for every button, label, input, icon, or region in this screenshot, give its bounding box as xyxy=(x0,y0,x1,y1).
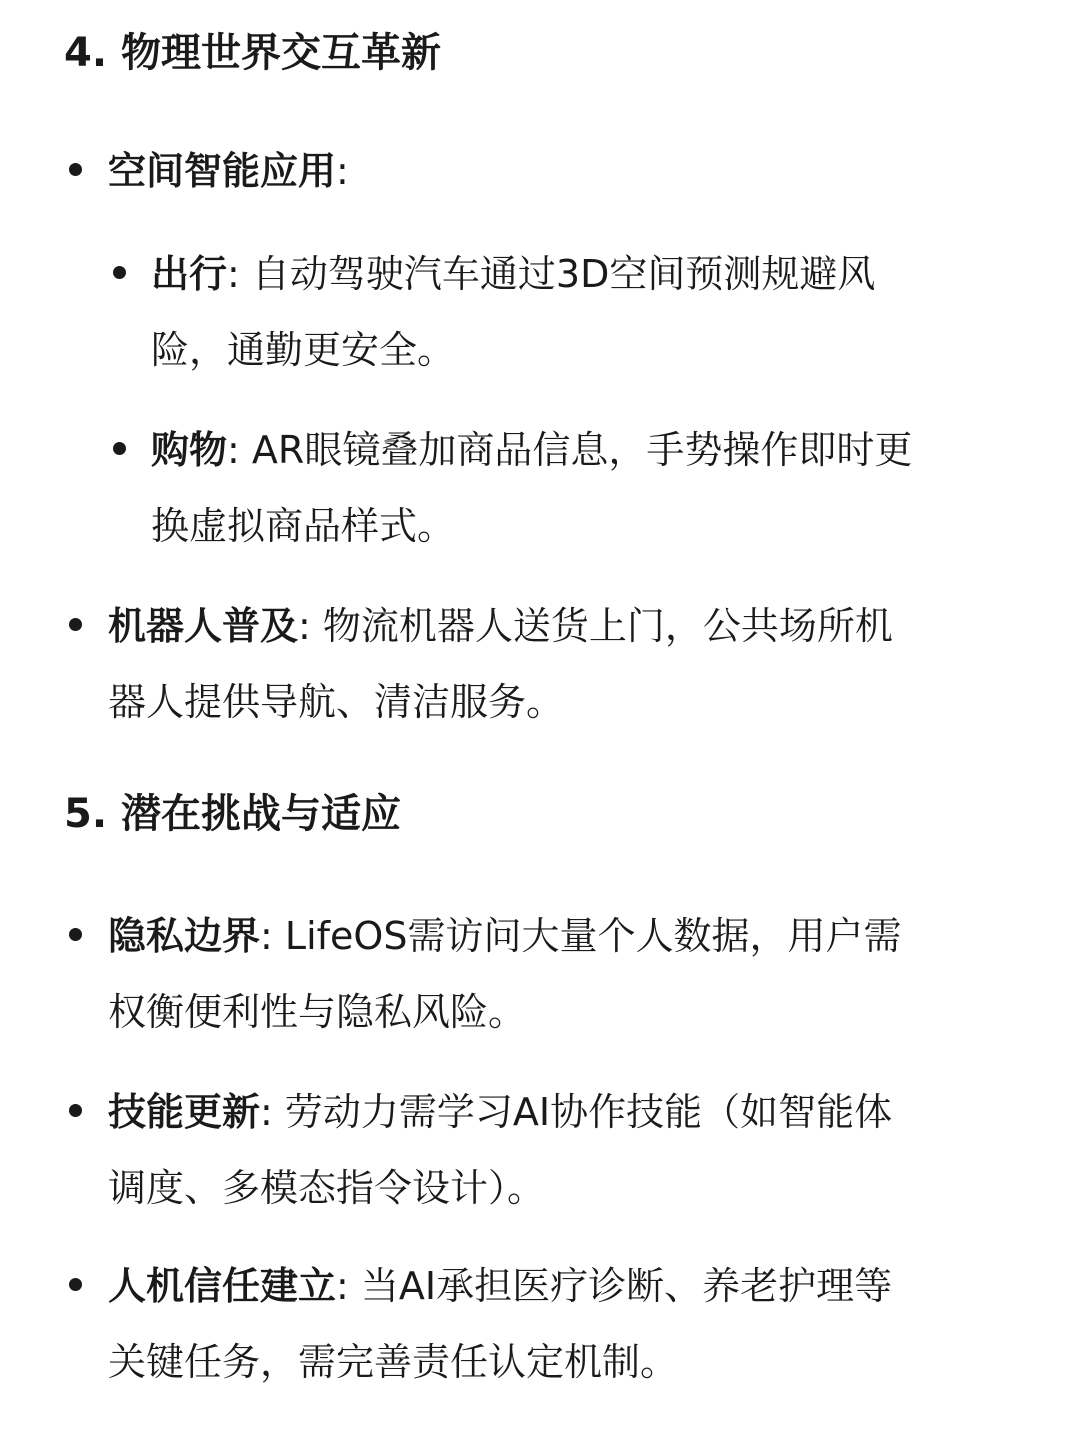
bullet-dot xyxy=(69,928,82,941)
section-heading-5: 5. 潜在挑战与适应 xyxy=(64,791,401,837)
item-text-line-1: 物流机器人送货上门，公共场所机 xyxy=(322,604,893,648)
list-item-travel xyxy=(151,236,1023,388)
item-title: 出行 xyxy=(151,252,228,296)
list-item-human-ai-trust xyxy=(108,1248,1023,1400)
item-text-line-2: 器人提供导航、清洁服务。 xyxy=(108,680,565,724)
item-separator: : xyxy=(227,428,240,472)
item-title: 空间智能应用 xyxy=(108,149,337,193)
bullet-dot xyxy=(113,266,126,279)
item-text-line-1: 劳动力需学习AI协作技能（如智能体 xyxy=(284,1090,893,1134)
item-title: 人机信任建立 xyxy=(108,1264,337,1308)
item-text-line-2: 关键任务，需完善责任认定机制。 xyxy=(108,1340,679,1384)
item-separator: : xyxy=(336,149,349,193)
bullet-dot xyxy=(113,442,126,455)
item-text-line-2: 权衡便利性与隐私风险。 xyxy=(108,990,527,1034)
item-title: 机器人普及 xyxy=(108,604,299,648)
item-text-line-2: 险，通勤更安全。 xyxy=(151,328,456,372)
bullet-dot xyxy=(69,618,82,631)
item-separator: : xyxy=(336,1264,349,1308)
bullet-dot xyxy=(69,163,82,176)
bullet-dot xyxy=(69,1278,82,1291)
item-separator: : xyxy=(227,252,240,296)
item-title: 技能更新 xyxy=(108,1090,261,1134)
bullet-dot xyxy=(69,1104,82,1117)
item-title: 隐私边界 xyxy=(108,914,261,958)
item-separator: : xyxy=(260,914,273,958)
item-separator: : xyxy=(260,1090,273,1134)
item-text-line-1: 当AI承担医疗诊断、养老护理等 xyxy=(360,1264,893,1308)
item-text-line-2: 调度、多模态指令设计）。 xyxy=(108,1166,546,1210)
list-item-skill-update xyxy=(108,1074,1023,1226)
list-item-privacy xyxy=(108,898,1023,1050)
item-text-line-1: AR眼镜叠加商品信息，手势操作即时更 xyxy=(251,428,913,472)
item-text-line-2: 换虚拟商品样式。 xyxy=(151,504,456,548)
item-title: 购物 xyxy=(151,428,228,472)
list-item-shopping xyxy=(151,412,1023,564)
item-separator: : xyxy=(298,604,311,648)
item-text-line-1: 自动驾驶汽车通过3D空间预测规避风 xyxy=(251,252,876,296)
list-item-robot-adoption xyxy=(108,588,1023,740)
section-heading-4: 4. 物理世界交互革新 xyxy=(64,30,441,76)
list-item-spatial-intelligence xyxy=(108,133,1023,209)
item-text-line-1: LifeOS需访问大量个人数据，用户需 xyxy=(284,914,902,958)
